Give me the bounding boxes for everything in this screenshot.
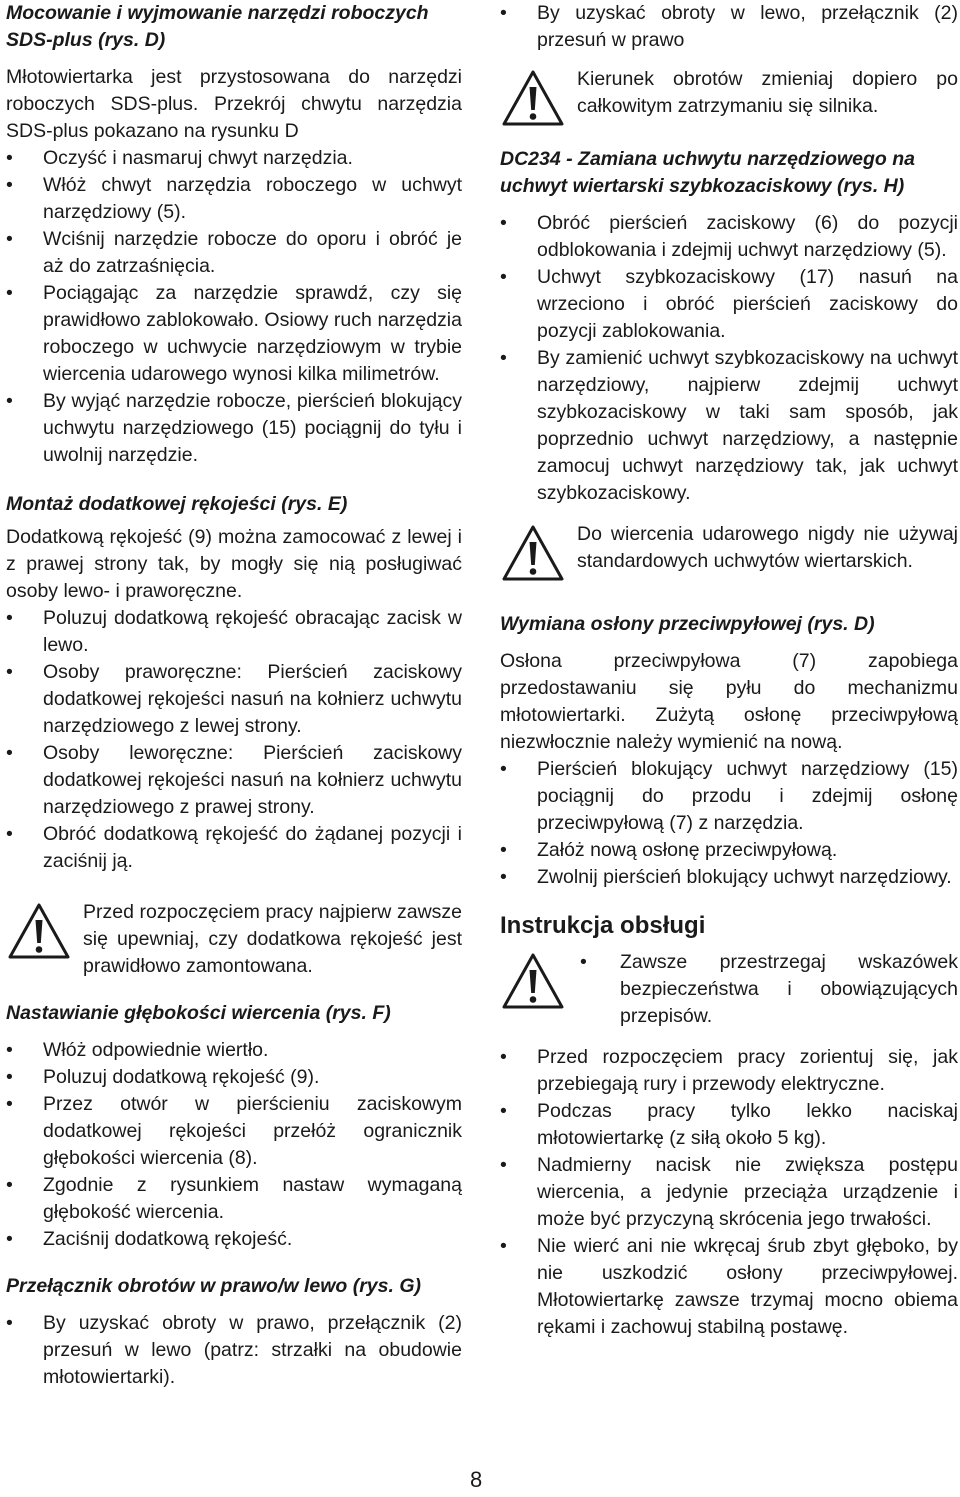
list-item: • Oczyść i nasmaruj chwyt narzędzia.	[6, 147, 353, 169]
chuck-warning	[500, 521, 958, 601]
list-item: • Zawsze przestrzegaj wskazówek bezpieczeństwa i obowiązujących przepisów.	[580, 951, 958, 1027]
depth-list	[6, 1037, 462, 1253]
list-item: • By uzyskać obroty w lewo, przełącznik (2) przesuń w prawo	[500, 2, 958, 51]
chuck-list	[500, 210, 958, 507]
operation-warning	[500, 949, 958, 1030]
warning-triangle-icon	[8, 903, 70, 959]
list-item: • Obróć pierścień zaciskowy (6) do pozycji odblokowania i zdejmij uchwyt narzędziowy (5).	[500, 212, 958, 261]
section-title-sds: Mocowanie i wyjmowanie narzędzi roboczych SDS-plus (rys. D)	[6, 2, 429, 51]
sds-list	[6, 145, 462, 469]
list-item: • Poluzuj dodatkową rękojeść (9).	[6, 1066, 320, 1088]
left-column	[6, 0, 462, 1391]
section-title-chuck: DC234 - Zamiana uchwytu narzędziowego na uchwyt wiertarski szybkozaciskowy (rys. H)	[500, 148, 916, 197]
list-item: • By uzyskać obroty w prawo, przełącznik (2) przesuń w lewo (patrz: strzałki na obudowie młotowiertarki).	[6, 1312, 462, 1388]
list-item: • Załóż nową osłonę przeciwpyłową.	[500, 839, 838, 861]
list-item: • Uchwyt szybkozaciskowy (17) nasuń na wrzeciono i obróć pierścień zaciskowy do pozycji zablokowania.	[500, 266, 958, 342]
switch-list-right	[500, 0, 958, 54]
switch-warning	[500, 66, 958, 146]
warning-triangle-icon	[502, 953, 564, 1009]
list-item: • Osoby leworęczne: Pierścień zaciskowy dodatkowej rękojeści nasuń na kołnierz uchwytu narzędziowego z prawej strony.	[6, 742, 462, 818]
handle-warning	[6, 899, 462, 980]
list-item: • By zamienić uchwyt szybkozaciskowy na uchwyt narzędziowy, najpierw zdejmij uchwyt szybkozaciskowy w taki sam sposób, jak poprzednio uchwyt narzędziowy, a następnie zamocuj uchwyt narzędziowy tak, jak uchwyt szybkozaciskowy.	[500, 347, 958, 504]
handle-intro: Dodatkową rękojeść (9) można zamocować z lewej i z prawej strony tak, by mogły się nią posługiwać osoby lewo- i praworęczne.	[6, 526, 462, 602]
warning-text: Kierunek obrotów zmieniaj dopiero po całkowitym zatrzymaniu się silnika.	[577, 68, 958, 117]
right-column	[500, 0, 958, 1341]
warning-text: Zawsze przestrzegaj wskazówek bezpieczeństwa i obowiązujących przepisów.	[620, 951, 958, 1027]
page-number: 8	[470, 1467, 483, 1492]
warning-text: Przed rozpoczęciem pracy najpierw zawsze się upewniaj, czy dodatkowa rękojeść jest prawidłowo zamontowana.	[83, 901, 462, 977]
switch-list-left	[6, 1310, 462, 1391]
list-item: • Obróć dodatkową rękojeść do żądanej pozycji i zaciśnij ją.	[6, 823, 462, 872]
list-item: • Przed rozpoczęciem pracy zorientuj się, jak przebiegają rury i przewody elektryczne.	[500, 1046, 958, 1095]
list-item: • Zwolnij pierścień blokujący uchwyt narzędziowy.	[500, 866, 952, 888]
sds-intro: Młotowiertarka jest przystosowana do narzędzi roboczych SDS-plus. Przekrój chwytu narzędzia SDS-plus pokazano na rysunku D	[6, 66, 462, 142]
list-item: • Poluzuj dodatkową rękojeść obracając zacisk w lewo.	[6, 607, 462, 656]
section-title-dust: Wymiana osłony przeciwpyłowej (rys. D)	[500, 613, 875, 635]
list-item: • Wciśnij narzędzie robocze do oporu i obróć je aż do zatrzaśnięcia.	[6, 228, 462, 277]
section-title-operation: Instrukcja obsługi	[500, 912, 706, 939]
section-title-switch: Przełącznik obrotów w prawo/w lewo (rys. G)	[6, 1275, 421, 1297]
section-title-depth: Nastawianie głębokości wiercenia (rys. F)	[6, 1002, 391, 1024]
list-item: • Pociągając za narzędzie sprawdź, czy się prawidłowo zablokowało. Osiowy ruch narzędzia roboczego w uchwycie narzędziowym w trybie wiercenia udarowego wynosi kilka milimetrów.	[6, 282, 462, 385]
warning-text: Do wiercenia udarowego nigdy nie używaj standardowych uchwytów wiertarskich.	[577, 523, 958, 572]
list-item: • Zgodnie z rysunkiem nastaw wymaganą głębokość wiercenia.	[6, 1174, 462, 1223]
list-item: • Nadmierny nacisk nie zwiększa postępu wiercenia, a jedynie przeciąża urządzenie i może być przyczyną skrócenia jego trwałości.	[500, 1154, 958, 1230]
list-item: • Zaciśnij dodatkową rękojeść.	[6, 1228, 293, 1250]
section-title-handle: Montaż dodatkowej rękojeści (rys. E)	[6, 493, 348, 515]
warning-triangle-icon	[502, 70, 564, 126]
list-item: • Włóż odpowiednie wiertło.	[6, 1039, 269, 1061]
list-item: • Nie wierć ani nie wkręcaj śrub zbyt głęboko, by nie uszkodzić osłony przeciwpyłowej. Młotowiertarkę zawsze trzymaj mocno obiema rękami i zachowuj stabilną postawę.	[500, 1235, 958, 1338]
list-item: • Podczas pracy tylko lekko naciskaj młotowiertarkę (z siłą około 5 kg).	[500, 1100, 958, 1149]
list-item: • By wyjąć narzędzie robocze, pierścień blokujący uchwytu narzędziowego (15) pociągnij do tyłu i uwolnij narzędzie.	[6, 390, 462, 466]
operation-list	[500, 1044, 958, 1341]
dust-intro: Osłona przeciwpyłowa (7) zapobiega przedostawaniu się pyłu do mechanizmu młotowiertarki. Zużytą osłonę przeciwpyłową niezwłocznie należy wymienić na nową.	[500, 650, 958, 753]
list-item: • Przez otwór w pierścieniu zaciskowym dodatkowej rękojeści przełóż ogranicznik głębokości wiercenia (8).	[6, 1093, 462, 1169]
handle-list	[6, 605, 462, 875]
list-item: • Osoby praworęczne: Pierścień zaciskowy dodatkowej rękojeści nasuń na kołnierz uchwytu narzędziowego z lewej strony.	[6, 661, 462, 737]
list-item: • Pierścień blokujący uchwyt narzędziowy (15) pociągnij do przodu i zdejmij osłonę przeciwpyłową (7) z narzędzia.	[500, 758, 958, 834]
dust-list	[500, 756, 958, 891]
warning-triangle-icon	[502, 525, 564, 581]
list-item: • Włóż chwyt narzędzia roboczego w uchwyt narzędziowy (5).	[6, 174, 462, 223]
